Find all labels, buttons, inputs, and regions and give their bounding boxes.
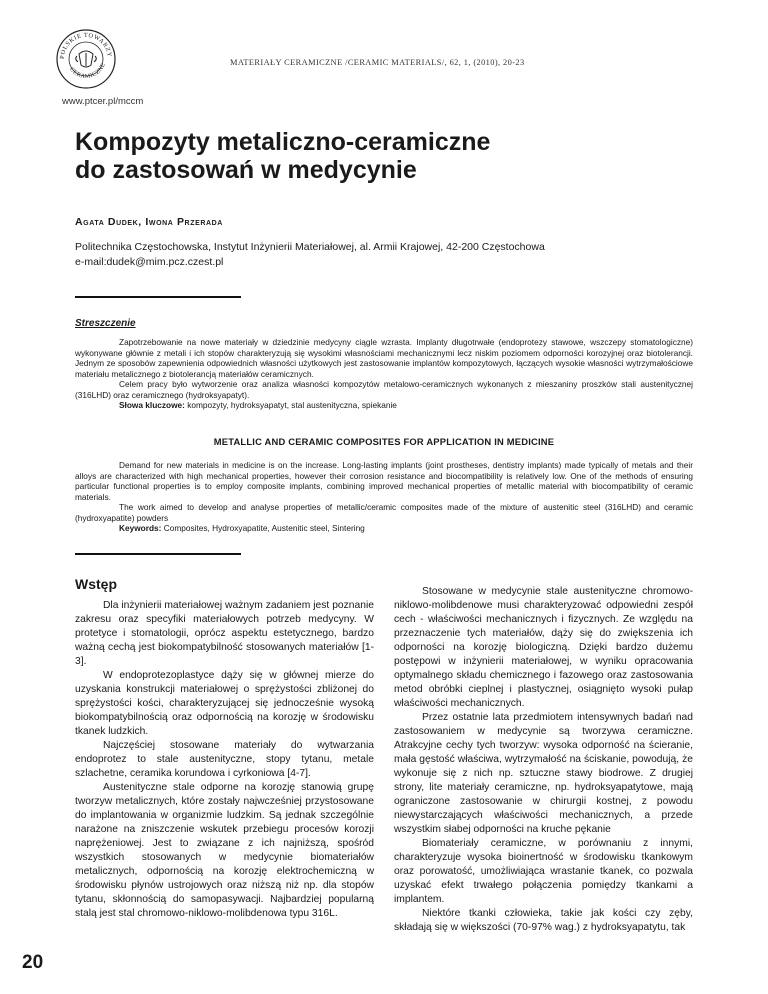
body-paragraph: Stosowane w medycynie stale austenityczne chromowo-niklowo-molibdenowe musi charakteryzować odpowiedni zespół cech - właściwości mechanicznych i fizycznych. Ze względu na przeznaczenie tych materiałów, dąży się do zwiększenia ich odporności na korozję biologiczną. Dzięki bardzo dużemu postępowi w inżynierii materiałowej, w wyniku opracowania optymalnego składu chemicznego i fazowego oraz zastosowania metod obróbki cieplnej i plastycznej, osiągnięto wysoki pułap właściwości mechanicznych.	[394, 586, 693, 709]
body-column-left	[75, 599, 374, 921]
affiliation-address: Politechnika Częstochowska, Instytut Inżynierii Materiałowej, al. Armii Krajowej, 42-200 Częstochowa	[75, 241, 545, 253]
title-line-1: Kompozyty metaliczno-ceramiczne	[75, 128, 491, 156]
abstract-en	[75, 460, 693, 534]
society-logo	[55, 28, 117, 90]
abstract-en-paragraph-1: Demand for new materials in medicine is on the increase. Long-lasting implants (joint prostheses, dentistry implants) made typically of metals and their alloys are characterized with high mechanical properties, however their corrosion resistance and biocompatibility is relatively low. One of the methods of ensuring particular functional properties is to employ composite implants, combining improved mechanical properties of metallic material with biocompatibility of ceramic materials.	[75, 460, 693, 502]
body-paragraph: Biomateriały ceramiczne, w porównaniu z innymi, charakteryzuje wysoka bioinertność w środowisku tkankowym oraz porowatość, umożliwiająca wrastanie tkanek, co pozwala uzyskać efekt trwałego połączenia pomiędzy tkankami a implantem.	[394, 838, 693, 905]
divider-bottom	[75, 553, 241, 555]
keywords-en-label: Keywords:	[119, 523, 162, 533]
page-number: 20	[22, 952, 44, 973]
authors: Agata Dudek, Iwona Przerada	[75, 216, 223, 228]
body-paragraph: Niektóre tkanki człowieka, takie jak kości czy zęby, składają się w większości (70-97% wag.) z hydroksyapatytu, tak	[394, 908, 693, 933]
divider-top	[75, 296, 241, 298]
abstract-pl-heading: Streszczenie	[75, 318, 136, 329]
section-heading: Wstęp	[75, 576, 117, 592]
affiliation-email[interactable]: e-mail:dudek@mim.pcz.czest.pl	[75, 256, 224, 268]
abstract-pl-paragraph-1: Zapotrzebowanie na nowe materiały w dziedzinie medycyny ciągle wzrasta. Implanty długotrwałe (endoprotezy stawowe, wszczepy stomatologiczne) wykonywane głównie z metali i ich stopów charakteryzują się wysokimi własnościami mechanicznymi lecz niskim poziomem odporności korozyjnej oraz biotolerancji. Jednym ze sposobów zapewnienia odpowiednich własności użytkowych jest zastosowanie implantów kompozytowych, łączących wysokie własności wytrzymałościowe materiału metalicznego z biotolerancją materiałów ceramicznych.	[75, 337, 693, 379]
body-paragraph: Najczęściej stosowane materiały do wytwarzania endoprotez to stale austenityczne, stopy tytanu, metale szlachetne, ceramika korundowa i cyrkoniowa [4-7].	[75, 740, 374, 779]
body-column-right	[394, 585, 693, 935]
body-paragraph: Przez ostatnie lata przedmiotem intensywnych badań nad zastosowaniem w medycynie są tworzywa ceramiczne. Atrakcyjne cechy tych tworzyw: wysoka odporność na ścieranie, mała gęstość właściwa, wytrzymałość na ściskanie, powodują, że wykonuje się z nich np. sztuczne stawy biodrowe. Z drugiej strony, lite materiały ceramiczne, np. hydroksyapatytowe, mają ograniczone zastosowanie w chirurgii kostnej, z powodu niewystarczających właściwości mechanicznych, a przede wszystkim słabej odporności na kruche pękanie	[394, 712, 693, 835]
abstract-pl	[75, 337, 693, 411]
running-head: MATERIAŁY CERAMICZNE /CERAMIC MATERIALS/, 62, 1, (2010), 20-23	[230, 58, 525, 67]
abstract-pl-paragraph-2: Celem pracy było wytworzenie oraz analiza własności kompozytów metalowo-ceramicznych wykonanych z mieszaniny proszków stali austenitycznej (316LHD) oraz ceramicznego (hydroksyapatyt).	[75, 379, 693, 400]
body-paragraph: W endoprotezoplastyce dąży się w głównej mierze do uzyskania konstrukcji materiałowej o sprężystości zbliżonej do sprężystości kości, charakteryzującej się jednocześnie wysoką biokompatybilnością oraz odpornością na korozję w środowisku tkanek ludzkich.	[75, 670, 374, 737]
affiliation	[75, 240, 545, 270]
keywords-pl-label: Słowa kluczowe:	[119, 400, 185, 410]
abstract-en-paragraph-2: The work aimed to develop and analyse properties of metallic/ceramic composites made of the mixture of austenitic steel (316LHD) and ceramic (hydroxyapatite) powders	[75, 502, 693, 523]
english-title: METALLIC AND CERAMIC COMPOSITES FOR APPLICATION IN MEDICINE	[213, 436, 555, 447]
svg-text:CERAMICZNE: CERAMICZNE	[68, 62, 107, 80]
journal-url[interactable]: www.ptcer.pl/mccm	[62, 96, 144, 107]
body-paragraph: Dla inżynierii materiałowej ważnym zadaniem jest poznanie zakresu oraz specyfiki materiałowych potrzeb medycyny. W protetyce i stomatologii, oprócz aspektu estetycznego, bardzo ważną cechą jest biokompatybilność stosowanych materiałów [1-3].	[75, 600, 374, 667]
paper-title	[75, 128, 490, 184]
body-paragraph: Austenityczne stale odporne na korozję stanowią grupę tworzyw metalicznych, które zostały najwcześniej przystosowane do implantowania w organizmie ludzkim. Są jednak szczególnie narażone na zniszczenie wskutek przebiegu procesów korozji naprężeniowej. Jest to związane z ich najniższą, spośród wszystkich stosowanych w medycynie biomateriałów metalicznych, odpornością na korozję elektrochemiczną w środowisku płynów ustrojowych oraz niższą niż np. dla stopów tytanu, skłonnością do samopasywacji. Najbardziej popularną stalą jest stal chromowo-niklowo-molibdenowa typu 316L.	[75, 782, 374, 919]
abstract-pl-keywords	[75, 400, 693, 411]
keywords-pl-values: kompozyty, hydroksyapatyt, stal austenityczna, spiekanie	[184, 400, 397, 410]
keywords-en-values: Composites, Hydroxyapatite, Austenitic steel, Sintering	[161, 523, 365, 533]
svg-text:POLSKIE TOWARZYSTWO: POLSKIE TOWARZY	[58, 31, 114, 60]
title-line-2: do zastosowań w medycynie	[75, 156, 417, 184]
abstract-en-keywords	[75, 523, 693, 534]
